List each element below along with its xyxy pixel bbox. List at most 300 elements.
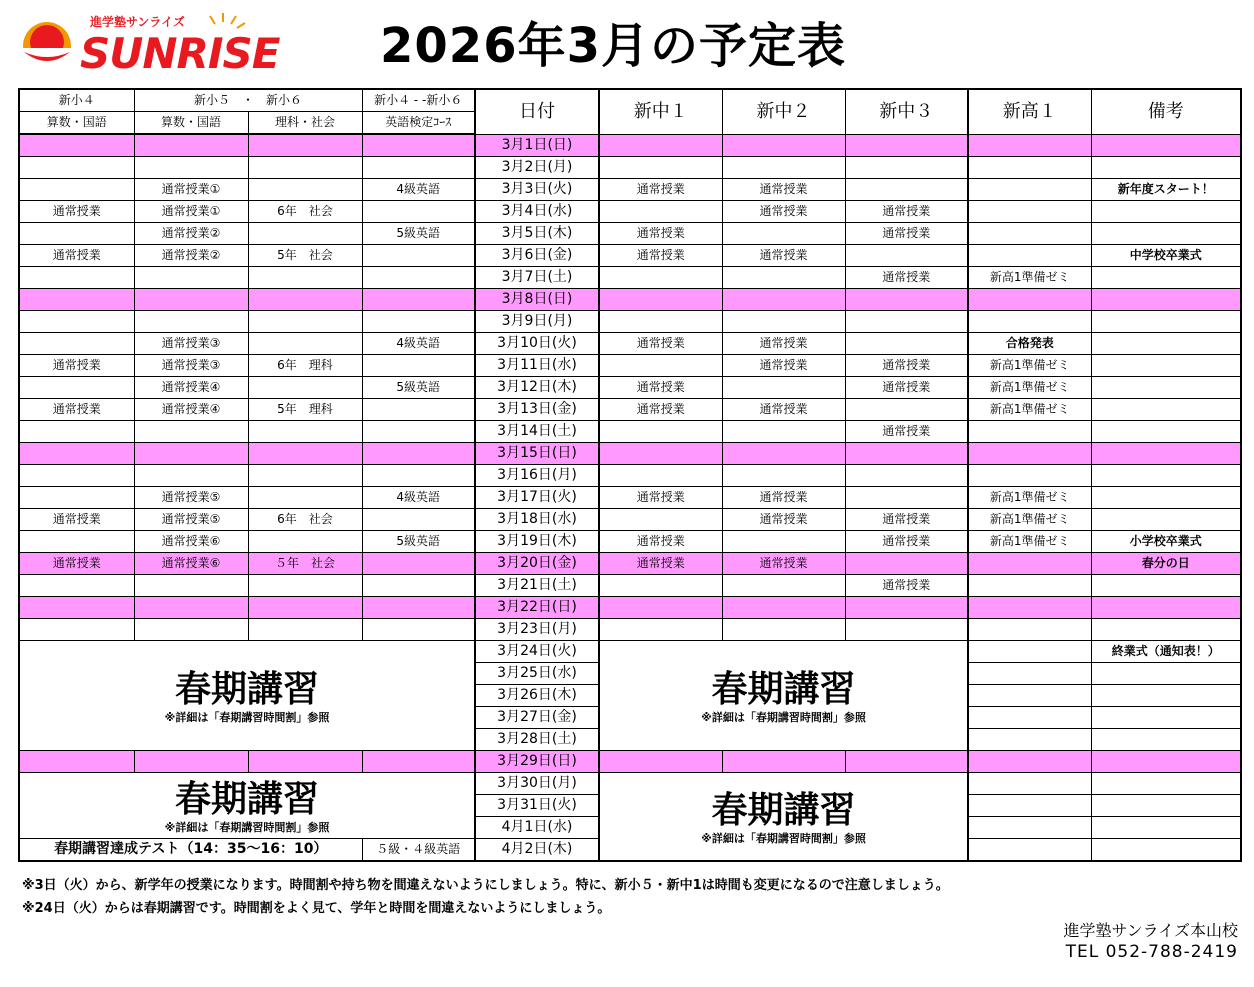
school-phone: TEL 052-788-2419	[1065, 942, 1238, 962]
table-cell	[362, 201, 475, 223]
table-cell: 通常授業④	[134, 399, 248, 421]
table-cell	[722, 531, 845, 553]
table-cell	[845, 245, 968, 267]
spring-course-title: 春期講習	[174, 778, 319, 820]
table-cell	[722, 443, 845, 465]
spring-test-cell: 春期講習達成テスト（14：35〜16：10）	[19, 839, 362, 862]
table-cell	[248, 443, 362, 465]
table-cell: 通常授業	[722, 245, 845, 267]
table-cell	[845, 179, 968, 201]
spring-course-title: 春期講習	[711, 668, 856, 710]
table-cell: 新高1準備ゼミ	[968, 267, 1091, 289]
table-cell	[599, 597, 722, 619]
spring-course-title: 春期講習	[174, 668, 319, 710]
table-cell	[134, 157, 248, 179]
table-cell	[134, 619, 248, 641]
table-cell: 通常授業	[845, 223, 968, 245]
table-cell	[599, 421, 722, 443]
table-cell	[362, 311, 475, 333]
date-cell: 3月15日(日)	[475, 443, 599, 465]
table-cell	[362, 399, 475, 421]
table-cell: 通常授業⑥	[134, 553, 248, 575]
table-cell: 終業式（通知表！）	[1091, 641, 1241, 663]
table-cell: 通常授業	[722, 333, 845, 355]
table-cell: 通常授業	[599, 553, 722, 575]
table-cell	[19, 157, 134, 179]
table-cell	[968, 663, 1091, 685]
table-cell	[845, 289, 968, 311]
table-cell	[845, 619, 968, 641]
date-cell: 3月24日(火)	[475, 641, 599, 663]
table-row	[19, 179, 1241, 201]
table-cell: 春分の日	[1091, 553, 1241, 575]
table-cell: 小学校卒業式	[1091, 531, 1241, 553]
table-cell	[134, 311, 248, 333]
table-cell	[968, 201, 1091, 223]
date-cell: 3月9日(月)	[475, 311, 599, 333]
header-cell: 備考	[1091, 89, 1241, 134]
table-cell	[845, 553, 968, 575]
table-cell: 通常授業①	[134, 201, 248, 223]
table-cell	[722, 289, 845, 311]
table-cell	[1091, 377, 1241, 399]
table-cell	[248, 421, 362, 443]
table-cell	[362, 509, 475, 531]
table-cell	[134, 134, 248, 157]
table-cell	[362, 289, 475, 311]
table-cell	[1091, 575, 1241, 597]
table-row	[19, 333, 1241, 355]
table-cell: 通常授業	[19, 399, 134, 421]
table-cell	[1091, 707, 1241, 729]
table-cell	[248, 134, 362, 157]
table-cell	[248, 531, 362, 553]
table-cell	[968, 641, 1091, 663]
table-cell	[845, 465, 968, 487]
table-cell	[968, 134, 1091, 157]
header-cell: 新中１	[599, 89, 722, 134]
table-cell	[968, 597, 1091, 619]
table-row	[19, 465, 1241, 487]
table-cell	[362, 421, 475, 443]
table-cell	[134, 421, 248, 443]
school-name: 進学塾サンライズ本山校	[1063, 921, 1238, 940]
table-cell: 通常授業	[722, 355, 845, 377]
table-cell	[845, 487, 968, 509]
table-cell: 4級英語	[362, 333, 475, 355]
table-cell	[19, 487, 134, 509]
table-cell	[845, 399, 968, 421]
date-cell: 3月14日(土)	[475, 421, 599, 443]
table-cell	[968, 421, 1091, 443]
table-cell	[19, 134, 134, 157]
table-row	[19, 553, 1241, 575]
table-cell	[968, 443, 1091, 465]
spring-course-block	[599, 773, 968, 862]
table-cell	[1091, 201, 1241, 223]
table-cell: 新高1準備ゼミ	[968, 377, 1091, 399]
table-cell	[1091, 134, 1241, 157]
table-row	[19, 641, 1241, 663]
table-cell: 通常授業	[722, 553, 845, 575]
table-cell	[1091, 399, 1241, 421]
table-cell	[362, 157, 475, 179]
table-cell: 通常授業	[19, 553, 134, 575]
table-cell	[19, 421, 134, 443]
date-cell: 3月17日(火)	[475, 487, 599, 509]
table-cell: 5年 理科	[248, 399, 362, 421]
table-cell	[599, 465, 722, 487]
table-cell	[248, 157, 362, 179]
table-cell	[722, 597, 845, 619]
date-cell: 3月6日(金)	[475, 245, 599, 267]
table-row	[19, 751, 1241, 773]
table-cell	[1091, 685, 1241, 707]
table-cell	[1091, 267, 1241, 289]
table-cell: 5級英語	[362, 223, 475, 245]
date-cell: 3月4日(水)	[475, 201, 599, 223]
table-cell	[1091, 509, 1241, 531]
schedule-table	[18, 88, 1242, 862]
table-cell	[722, 157, 845, 179]
table-cell: 通常授業③	[134, 355, 248, 377]
header-cell: 算数・国語	[134, 112, 248, 135]
table-cell: 通常授業	[599, 487, 722, 509]
table-cell: 6年 理科	[248, 355, 362, 377]
spring-course-note: ※詳細は「春期講習時間割」参照	[164, 710, 330, 724]
spring-course-note: ※詳細は「春期講習時間割」参照	[701, 710, 866, 724]
table-cell	[968, 817, 1091, 839]
date-cell: 3月20日(金)	[475, 553, 599, 575]
table-row	[19, 377, 1241, 399]
table-cell	[362, 575, 475, 597]
table-cell	[1091, 157, 1241, 179]
table-cell	[362, 553, 475, 575]
date-cell: 3月27日(金)	[475, 707, 599, 729]
table-cell: 通常授業②	[134, 223, 248, 245]
table-cell	[722, 377, 845, 399]
table-cell	[599, 201, 722, 223]
table-cell: 通常授業	[722, 487, 845, 509]
table-row	[19, 531, 1241, 553]
table-cell	[248, 311, 362, 333]
table-cell	[722, 465, 845, 487]
table-cell	[248, 333, 362, 355]
table-cell	[599, 751, 722, 773]
table-cell	[968, 619, 1091, 641]
table-cell: 新高1準備ゼミ	[968, 399, 1091, 421]
date-cell: 3月11日(水)	[475, 355, 599, 377]
spring-course-block	[19, 773, 475, 839]
table-cell	[134, 751, 248, 773]
spring-course-block	[599, 641, 968, 751]
spring-course-title: 春期講習	[711, 789, 856, 831]
table-cell	[362, 245, 475, 267]
header-row-1	[19, 89, 1241, 112]
table-cell	[362, 267, 475, 289]
table-cell: 5級英語	[362, 377, 475, 399]
sunrise-logo	[20, 12, 300, 74]
table-cell	[248, 465, 362, 487]
table-row	[19, 289, 1241, 311]
header-cell: 新小４	[19, 89, 134, 112]
table-cell	[1091, 597, 1241, 619]
table-cell: 5年 社会	[248, 245, 362, 267]
table-cell	[1091, 619, 1241, 641]
footnote: ※24日（火）からは春期講習です。時間割をよく見て、学年と時間を間違えないようにしましょう。	[22, 901, 611, 916]
table-cell	[19, 311, 134, 333]
table-cell	[968, 685, 1091, 707]
header-cell: 算数・国語	[19, 112, 134, 135]
table-cell	[248, 377, 362, 399]
table-cell	[599, 267, 722, 289]
table-row	[19, 157, 1241, 179]
table-cell: 通常授業	[19, 245, 134, 267]
table-cell: 通常授業④	[134, 377, 248, 399]
table-cell	[599, 289, 722, 311]
table-cell	[248, 575, 362, 597]
table-cell	[248, 223, 362, 245]
table-cell	[362, 597, 475, 619]
table-row	[19, 201, 1241, 223]
logo-rays-icon	[210, 13, 245, 28]
table-cell	[1091, 663, 1241, 685]
table-cell	[19, 751, 134, 773]
date-cell: 3月22日(日)	[475, 597, 599, 619]
table-cell	[134, 289, 248, 311]
svg-text:SUNRISE: SUNRISE	[80, 29, 280, 74]
table-cell	[248, 179, 362, 201]
table-cell	[968, 795, 1091, 817]
table-cell: 通常授業	[19, 355, 134, 377]
table-row	[19, 421, 1241, 443]
table-cell: 6年 社会	[248, 201, 362, 223]
table-cell	[134, 465, 248, 487]
table-cell	[599, 355, 722, 377]
table-cell	[248, 487, 362, 509]
table-cell	[1091, 421, 1241, 443]
date-cell: 3月19日(木)	[475, 531, 599, 553]
table-cell: 通常授業①	[134, 179, 248, 201]
table-cell	[845, 751, 968, 773]
table-cell	[19, 289, 134, 311]
table-cell	[968, 553, 1091, 575]
table-cell	[248, 619, 362, 641]
table-cell	[19, 575, 134, 597]
table-cell	[845, 311, 968, 333]
date-cell: 4月2日(木)	[475, 839, 599, 862]
header-cell: 日付	[475, 89, 599, 134]
table-cell: 通常授業	[845, 531, 968, 553]
table-row	[19, 509, 1241, 531]
table-cell	[1091, 751, 1241, 773]
table-cell	[599, 443, 722, 465]
table-cell	[968, 465, 1091, 487]
table-cell	[1091, 355, 1241, 377]
date-cell: 3月13日(金)	[475, 399, 599, 421]
table-cell: 6年 社会	[248, 509, 362, 531]
date-cell: 3月28日(土)	[475, 729, 599, 751]
table-cell: 5級英語	[362, 531, 475, 553]
footnote: ※3日（火）から、新学年の授業になります。時間割や持ち物を間違えないようにしましょう。特に、新小５・新中1は時間も変更になるので注意しましょう。	[22, 878, 949, 893]
table-cell	[845, 157, 968, 179]
table-row	[19, 443, 1241, 465]
table-cell	[362, 134, 475, 157]
table-cell: 通常授業	[599, 399, 722, 421]
table-cell	[362, 443, 475, 465]
table-cell: 通常授業	[845, 355, 968, 377]
table-cell	[248, 597, 362, 619]
header-cell: 新小４ - -新小６	[362, 89, 475, 112]
date-cell: 3月26日(木)	[475, 685, 599, 707]
table-cell	[1091, 839, 1241, 862]
table-cell: ５年 社会	[248, 553, 362, 575]
date-cell: 3月31日(火)	[475, 795, 599, 817]
table-cell	[1091, 773, 1241, 795]
table-cell	[968, 839, 1091, 862]
table-cell: 通常授業③	[134, 333, 248, 355]
table-row	[19, 619, 1241, 641]
table-cell	[248, 751, 362, 773]
table-cell	[968, 311, 1091, 333]
table-cell	[19, 179, 134, 201]
table-cell	[599, 134, 722, 157]
table-cell: 新高1準備ゼミ	[968, 355, 1091, 377]
table-cell	[722, 223, 845, 245]
table-cell	[19, 333, 134, 355]
table-cell	[722, 134, 845, 157]
table-cell: 通常授業	[845, 421, 968, 443]
table-cell	[134, 267, 248, 289]
table-row	[19, 597, 1241, 619]
header-cell: 英語検定ｺｰｽ	[362, 112, 475, 135]
table-cell	[134, 597, 248, 619]
table-cell	[722, 267, 845, 289]
table-cell: 通常授業	[599, 179, 722, 201]
svg-text:進学塾サンライズ: 進学塾サンライズ	[90, 15, 185, 29]
table-cell: 通常授業	[845, 509, 968, 531]
table-cell: 通常授業	[722, 399, 845, 421]
table-cell	[722, 311, 845, 333]
table-cell: 通常授業	[845, 201, 968, 223]
table-cell	[968, 729, 1091, 751]
table-row	[19, 399, 1241, 421]
table-cell	[722, 421, 845, 443]
table-cell	[599, 509, 722, 531]
table-cell: 通常授業	[722, 509, 845, 531]
table-cell	[1091, 729, 1241, 751]
table-cell	[1091, 795, 1241, 817]
table-cell: 通常授業	[722, 201, 845, 223]
header-cell: 新中３	[845, 89, 968, 134]
table-cell: 通常授業	[845, 575, 968, 597]
table-cell	[362, 751, 475, 773]
header-cell: 新高１	[968, 89, 1091, 134]
table-cell: 通常授業⑥	[134, 531, 248, 553]
table-cell	[1091, 223, 1241, 245]
table-cell: 通常授業	[722, 179, 845, 201]
date-cell: 3月5日(木)	[475, 223, 599, 245]
table-cell	[722, 575, 845, 597]
table-cell: 通常授業	[599, 223, 722, 245]
table-cell	[968, 707, 1091, 729]
table-cell	[134, 575, 248, 597]
date-cell: 3月7日(土)	[475, 267, 599, 289]
table-cell: 通常授業②	[134, 245, 248, 267]
table-cell	[362, 465, 475, 487]
date-cell: 3月30日(月)	[475, 773, 599, 795]
table-cell	[845, 597, 968, 619]
table-cell	[19, 443, 134, 465]
table-cell	[1091, 465, 1241, 487]
table-cell	[1091, 333, 1241, 355]
table-cell	[845, 333, 968, 355]
table-cell: 通常授業	[599, 333, 722, 355]
table-cell	[599, 575, 722, 597]
table-cell: 4級英語	[362, 487, 475, 509]
date-cell: 3月18日(水)	[475, 509, 599, 531]
header-cell: 新小５ ・ 新小６	[134, 89, 362, 112]
table-cell	[1091, 487, 1241, 509]
table-cell	[968, 245, 1091, 267]
table-cell: 中学校卒業式	[1091, 245, 1241, 267]
table-cell	[1091, 311, 1241, 333]
table-cell	[362, 619, 475, 641]
table-cell: 新年度スタート！	[1091, 179, 1241, 201]
table-row	[19, 245, 1241, 267]
table-cell: 通常授業	[599, 531, 722, 553]
spring-course-note: ※詳細は「春期講習時間割」参照	[164, 820, 330, 834]
table-cell	[845, 134, 968, 157]
date-cell: 3月25日(水)	[475, 663, 599, 685]
table-row	[19, 487, 1241, 509]
table-cell	[134, 443, 248, 465]
table-cell: 4級英語	[362, 179, 475, 201]
table-row	[19, 355, 1241, 377]
table-cell	[968, 223, 1091, 245]
table-cell	[599, 619, 722, 641]
table-cell	[1091, 817, 1241, 839]
table-cell	[599, 157, 722, 179]
table-cell	[968, 289, 1091, 311]
date-cell: 3月12日(木)	[475, 377, 599, 399]
table-cell: 通常授業	[845, 267, 968, 289]
date-cell: 3月1日(日)	[475, 134, 599, 157]
table-cell	[1091, 289, 1241, 311]
table-cell	[19, 597, 134, 619]
header-cell: 新中２	[722, 89, 845, 134]
date-cell: 3月29日(日)	[475, 751, 599, 773]
spring-eiken-cell: ５級・４級英語	[362, 839, 475, 862]
table-cell	[968, 179, 1091, 201]
table-cell	[19, 619, 134, 641]
spring-course-note: ※詳細は「春期講習時間割」参照	[701, 831, 866, 845]
date-cell: 3月2日(月)	[475, 157, 599, 179]
table-cell	[19, 223, 134, 245]
page-title: 2026年3月の予定表	[380, 18, 846, 74]
date-cell: 4月1日(水)	[475, 817, 599, 839]
date-cell: 3月10日(火)	[475, 333, 599, 355]
table-cell	[968, 773, 1091, 795]
table-row	[19, 134, 1241, 157]
table-cell: 通常授業⑤	[134, 509, 248, 531]
table-cell: 合格発表	[968, 333, 1091, 355]
date-cell: 3月3日(火)	[475, 179, 599, 201]
table-cell	[19, 465, 134, 487]
spring-course-block	[19, 641, 475, 751]
table-cell: 通常授業	[845, 377, 968, 399]
table-cell: 通常授業	[19, 509, 134, 531]
